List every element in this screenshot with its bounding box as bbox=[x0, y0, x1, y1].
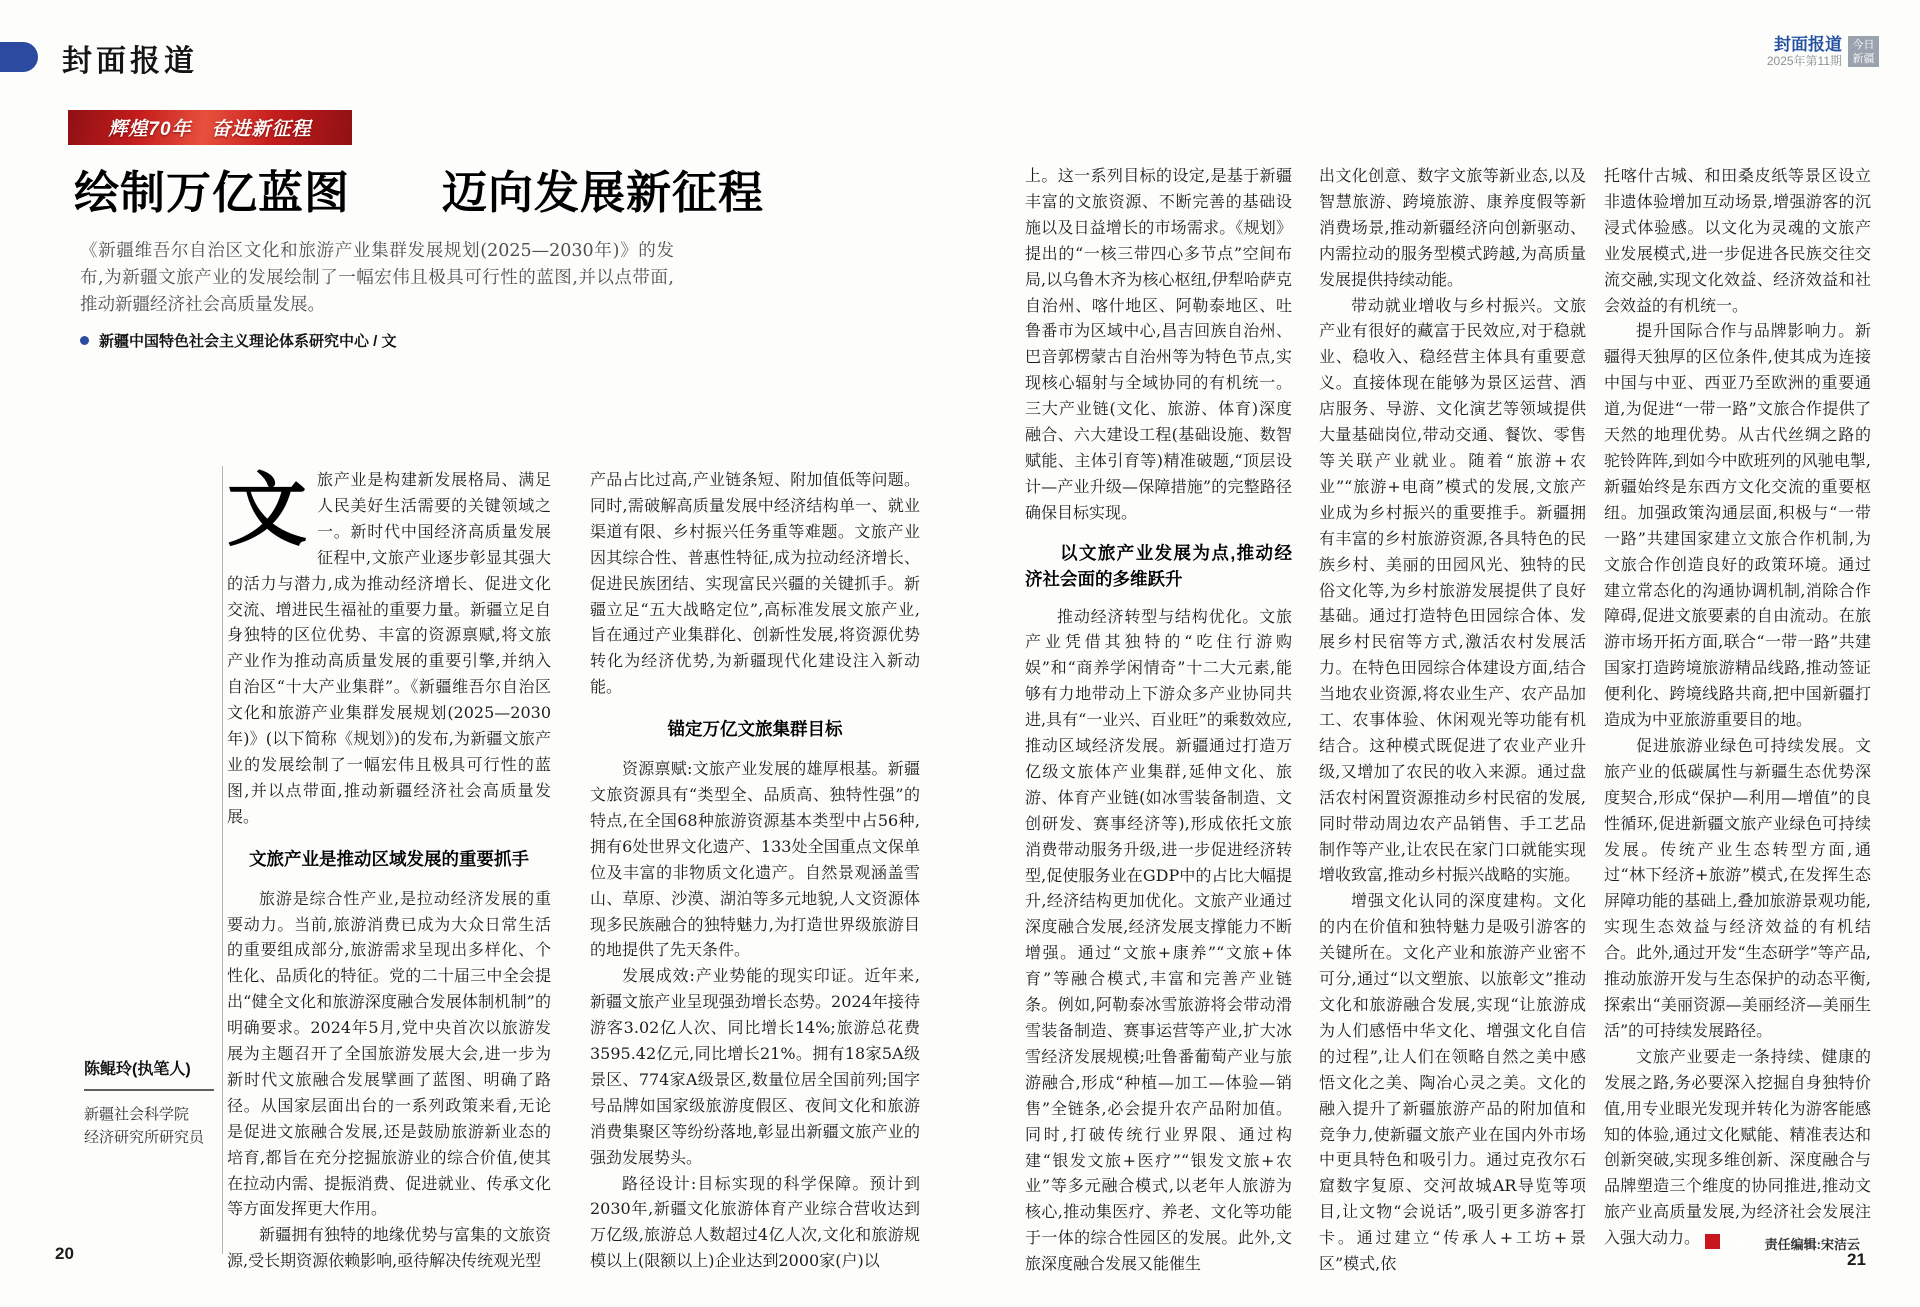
paragraph: 资源禀赋:文旅产业发展的雄厚根基。新疆文旅资源具有“类型全、品质高、独特性强”的特点,在全国68种旅游资源基本类型中占56种,拥有6处世界文化遗产、133处全国重点文保单位及丰富的非物质文化遗产。自然景观涵盖雪山、草原、沙漠、湖泊等多元地貌,人文资源体现多民族融合的独特魅力,为打造世界级旅游目的地提供了先天条件。 bbox=[590, 759, 920, 960]
header-right-text bbox=[1767, 36, 1842, 69]
article-end-mark-icon: J bbox=[1705, 1234, 1720, 1249]
author-box bbox=[84, 1056, 230, 1149]
section-heading: 锚定万亿文旅集群目标 bbox=[667, 719, 843, 740]
paragraph bbox=[227, 463, 551, 830]
right-page-column-3 bbox=[1604, 163, 1871, 1257]
paragraph-text: 旅产业是构建新发展格局、满足人民美好生活需要的关键领域之一。新时代中国经济高质量发展征程中,文旅产业逐步彰显其强大的活力与潜力,成为推动经济增长、促进文化交流、增进民生福祉的重要力量。新疆立足自身独特的区位优势、丰富的资源禀赋,将文旅产业作为推动高质量发展的重要引擎,并纳入自治区“十大产业集群”。《新疆维吾尔自治区文化和旅游产业集群发展规划(2025—2030年)》(以下简称《规划》)的发布,为新疆文旅产业的发展绘制了一幅宏伟且极具可行性的蓝图,并以点带面,推动新疆经济社会高质量发展。 bbox=[227, 470, 551, 826]
author-affiliation-line1: 新疆社会科学院 bbox=[84, 1106, 190, 1123]
byline bbox=[80, 330, 397, 351]
author-affiliation bbox=[84, 1103, 230, 1149]
section-label-left: 封面报道 bbox=[62, 44, 198, 79]
author-name: 陈鲲玲(执笔人) bbox=[84, 1061, 191, 1078]
paragraph: 旅游是综合性产业,是拉动经济发展的重要动力。当前,旅游消费已成为大众日常生活的重要组成部分,旅游需求呈现出多样化、个性化、品质化的特征。党的二十届三中全会提出“健全文化和旅游深度融合发展体制机制”的明确要求。2024年5月,党中央首次以旅游发展为主题召开了全国旅游发展大会,进一步为新时代文旅融合发展擘画了蓝图、明确了路径。从国家层面出台的一系列政策来看,无论是促进文旅融合发展,还是鼓励旅游新业态的培育,都旨在充分挖掘旅游业的综合价值,使其在拉动内需、提振消费、促进就业、传承文化等方面发挥更大作用。 bbox=[227, 888, 551, 1219]
paragraph-continuation: 托喀什古城、和田桑皮纸等景区设立非遗体验增加互动场景,增强游客的沉浸式体验感。以文化为灵魂的文旅产业发展模式,进一步促进各民族交往交流交融,实现文化效益、经济效益和社会效益的有机统一。 bbox=[1604, 166, 1871, 315]
author-box-rule bbox=[84, 1089, 214, 1091]
right-page-column-2 bbox=[1319, 163, 1586, 1274]
anniversary-banner: 辉煌70年 奋进新征程 bbox=[68, 110, 352, 145]
section-pill-decoration bbox=[0, 42, 38, 72]
paragraph: 推动经济转型与结构优化。文旅产业凭借其独特的“吃住行游购娱”和“商养学闲情奇”十二大元素,能够有力地带动上下游众多产业协同共进,具有“一业兴、百业旺”的乘数效应,推动区域经济发展。新疆通过打造万亿级文旅体产业集群,延伸文化、旅游、体育产业链(如冰雪装备制造、文创研发、赛事经济等),形成依托文旅消费带动服务升级,进一步促进经济转型,促使服务业在GDP中的占比大幅提升,经济结构更加优化。文旅产业通过深度融合发展,经济发展支撑能力不断增强。通过“文旅+康养”“文旅+体育”等融合模式,丰富和完善产业链条。例如,阿勒泰冰雪旅游将会带动滑雪装备制造、赛事运营等产业,扩大冰雪经济发展规模;吐鲁番葡萄产业与旅游融合,形成“种植—加工—体验—销售”全链条,必会提升农产品附加值。同时,打破传统行业界限、通过构建“银发文旅+医疗”“银发文旅+农业”等多元融合模式,以老年人旅游为核心,推动集医疗、养老、文化等功能于一体的综合性园区的发展。此外,文旅深度融合发展又能催生 bbox=[1025, 606, 1292, 1274]
page-number-left: 20 bbox=[55, 1244, 74, 1263]
left-page-column-2 bbox=[590, 467, 920, 1271]
left-page-column-1 bbox=[227, 463, 551, 1271]
paragraph-continuation: 产品占比过高,产业链条短、附加值低等问题。同时,需破解高质量发展中经济结构单一、就业渠道有限、乡村振兴任务重等难题。文旅产业因其综合性、普惠性特征,成为拉动经济增长、促进民族团结、实现富民兴疆的关键抓手。新疆立足“五大战略定位”,高标准发展文旅产业,旨在通过产业集群化、创新性发展,将资源优势转化为经济优势,为新疆现代化建设注入新动能。 bbox=[590, 470, 920, 697]
paragraph-text: 文旅产业要走一条持续、健康的发展之路,务必要深入挖掘自身独特价值,用专业眼光发现并转化为游客能感知的体验,通过文化赋能、精准表达和创新突破,实现多维创新、深度融合与品牌塑造三个维度的协同推进,推动文旅产业高质量发展,为经济社会发展注入强大动力。 bbox=[1604, 1046, 1871, 1248]
section-heading: 文旅产业是推动区域发展的重要抓手 bbox=[249, 848, 529, 869]
right-page-column-1 bbox=[1025, 163, 1292, 1274]
magazine-logo bbox=[1848, 36, 1879, 67]
paragraph: 提升国际合作与品牌影响力。新疆得天独厚的区位条件,使其成为连接中国与中亚、西亚乃至欧洲的重要通道,为促进“一带一路”文旅合作提供了天然的地理优势。从古代丝绸之路的驼铃阵阵,到如今中欧班列的风驰电掣,新疆始终是东西方文化交流的重要枢纽。加强政策沟通层面,积极与“一带一路”共建国家建立文旅合作机制,为文旅合作创造良好的政策环境。通过建立常态化的沟通协调机制,消除合作障碍,促进文旅要素的自由流动。在旅游市场开拓方面,联合“一带一路”共建国家打造跨境旅游精品线路,推动签证便利化、跨境线路共商,把中国新疆打造成为中亚旅游重要目的地。 bbox=[1604, 321, 1871, 730]
author-affiliation-line2: 经济研究所研究员 bbox=[84, 1129, 205, 1146]
paragraph: 路径设计:目标实现的科学保障。预计到2030年,新疆文化旅游体育产业综合营收达到万亿级,旅游总人数超过4亿人次,文化和旅游规模以上(限额以上)企业达到2000家(户)以 bbox=[590, 1173, 920, 1271]
section-label-right: 封面报道 bbox=[1774, 35, 1842, 54]
byline-bullet-icon bbox=[80, 336, 89, 345]
article-deck: 《新疆维吾尔自治区文化和旅游产业集群发展规划(2025—2030年)》的发布,为新疆文旅产业的发展绘制了一幅宏伟且极具可行性的蓝图,并以点带面,推动新疆经济社会高质量发展。 bbox=[80, 241, 674, 315]
paragraph-continuation: 上。这一系列目标的设定,是基于新疆丰富的文旅资源、不断完善的基础设施以及日益增长的市场需求。《规划》提出的“一核三带四心多节点”空间布局,以乌鲁木齐为核心枢纽,伊犁哈萨克自治州、喀什地区、阿勒泰地区、吐鲁番市为区域中心,昌吉回族自治州、巴音郭楞蒙古自治州等为特色节点,实现核心辐射与全域协同的有机统一。三大产业链(文化、旅游、体育)深度融合、六大建设工程(基础设施、数智赋能、主体引育等)精准破题,“顶层设计—产业升级—保障措施”的完整路径确保目标实现。 bbox=[1025, 166, 1292, 522]
paragraph bbox=[1604, 1044, 1871, 1251]
byline-text: 新疆中国特色社会主义理论体系研究中心 / 文 bbox=[99, 333, 397, 350]
article-title: 绘制万亿蓝图 迈向发展新征程 bbox=[74, 167, 765, 218]
drop-cap: 文 bbox=[227, 463, 307, 557]
paragraph: 增强文化认同的深度建构。文化的内在价值和独特魅力是吸引游客的关键所在。文化产业和旅游产业密不可分,通过“以文塑旅、以旅彰文”推动文化和旅游融合发展,实现“让旅游成为人们感悟中华文化、增强文化自信的过程”,让人们在领略自然之美中感悟文化之美、陶冶心灵之美。文化的融入提升了新疆旅游产品的附加值和竞争力,使新疆文旅产业在国内外市场中更具特色和吸引力。通过克孜尔石窟数字复原、交河故城AR导览等项目,让文物“会说话”,吸引更多游客打卡。通过建立“传承人+工坊+景区”模式,依 bbox=[1319, 891, 1586, 1274]
magazine-logo-line2: 新疆 bbox=[1852, 53, 1875, 65]
magazine-logo-line1: 今日 bbox=[1852, 39, 1875, 51]
paragraph-continuation: 出文化创意、数字文旅等新业态,以及智慧旅游、跨境旅游、康养度假等新消费场景,推动新疆经济向创新驱动、内需拉动的服务型模式跨越,为高质量发展提供持续动能。 bbox=[1319, 166, 1586, 289]
page-header-right bbox=[1717, 36, 1879, 69]
editor-credit: 责任编辑:宋洁云 bbox=[1764, 1237, 1860, 1252]
page-number-right: 21 bbox=[1847, 1250, 1866, 1269]
paragraph: 发展成效:产业势能的现实印证。近年来,新疆文旅产业呈现强劲增长态势。2024年接待游客3.02亿人次、同比增长14%;旅游总花费3595.42亿元,同比增长21%。拥有18家5A级景区、774家A级景区,数量位居全国前列;国字号品牌如国家级旅游度假区、夜间文化和旅游消费集聚区等纷纷落地,彰显出新疆文旅产业的强劲发展势头。 bbox=[590, 966, 920, 1167]
paragraph: 促进旅游业绿色可持续发展。文旅产业的低碳属性与新疆生态优势深度契合,形成“保护—利用—增值”的良性循环,促进新疆文旅产业绿色可持续发展。传统产业生态转型方面,通过“林下经济+旅游”模式,在发挥生态屏障功能的基础上,叠加旅游景观功能,实现生态效益与经济效益的有机结合。此外,通过开发“生态研学”等产品,推动旅游开发与生态保护的动态平衡,探索出“美丽资源—美丽经济—美丽生活”的可持续发展路径。 bbox=[1604, 735, 1871, 1040]
paragraph: 带动就业增收与乡村振兴。文旅产业有很好的藏富于民效应,对于稳就业、稳收入、稳经营主体具有重要意义。直接体现在能够为景区运营、酒店服务、导游、文化演艺等领域提供大量基础岗位,带动交通、餐饮、零售等关联产业就业。随着“旅游+农业”“旅游+电商”模式的发展,文旅产业成为乡村振兴的重要推手。新疆拥有丰富的乡村旅游资源,各具特色的民族乡村、美丽的田园风光、独特的民俗文化等,为乡村旅游发展提供了良好基础。通过打造特色田园综合体、发展乡村民宿等方式,激活农村发展活力。在特色田园综合体建设方面,结合当地农业资源,将农业生产、农产品加工、农事体验、休闲观光等功能有机结合。这种模式既促进了农业产业升级,又增加了农民的收入来源。通过盘活农村闲置资源推动乡村民宿的发展,同时带动周边农产品销售、手工艺品制作等产业,让农民在家门口就能实现增收致富,推动乡村振兴战略的实施。 bbox=[1319, 295, 1586, 885]
paragraph: 新疆拥有独特的地缘优势与富集的文旅资源,受长期资源依赖影响,亟待解决传统观光型 bbox=[227, 1225, 551, 1271]
issue-label: 2025年第11期 bbox=[1766, 54, 1842, 68]
section-heading: 以文旅产业发展为点,推动经济社会面的多维跃升 bbox=[1025, 542, 1292, 589]
